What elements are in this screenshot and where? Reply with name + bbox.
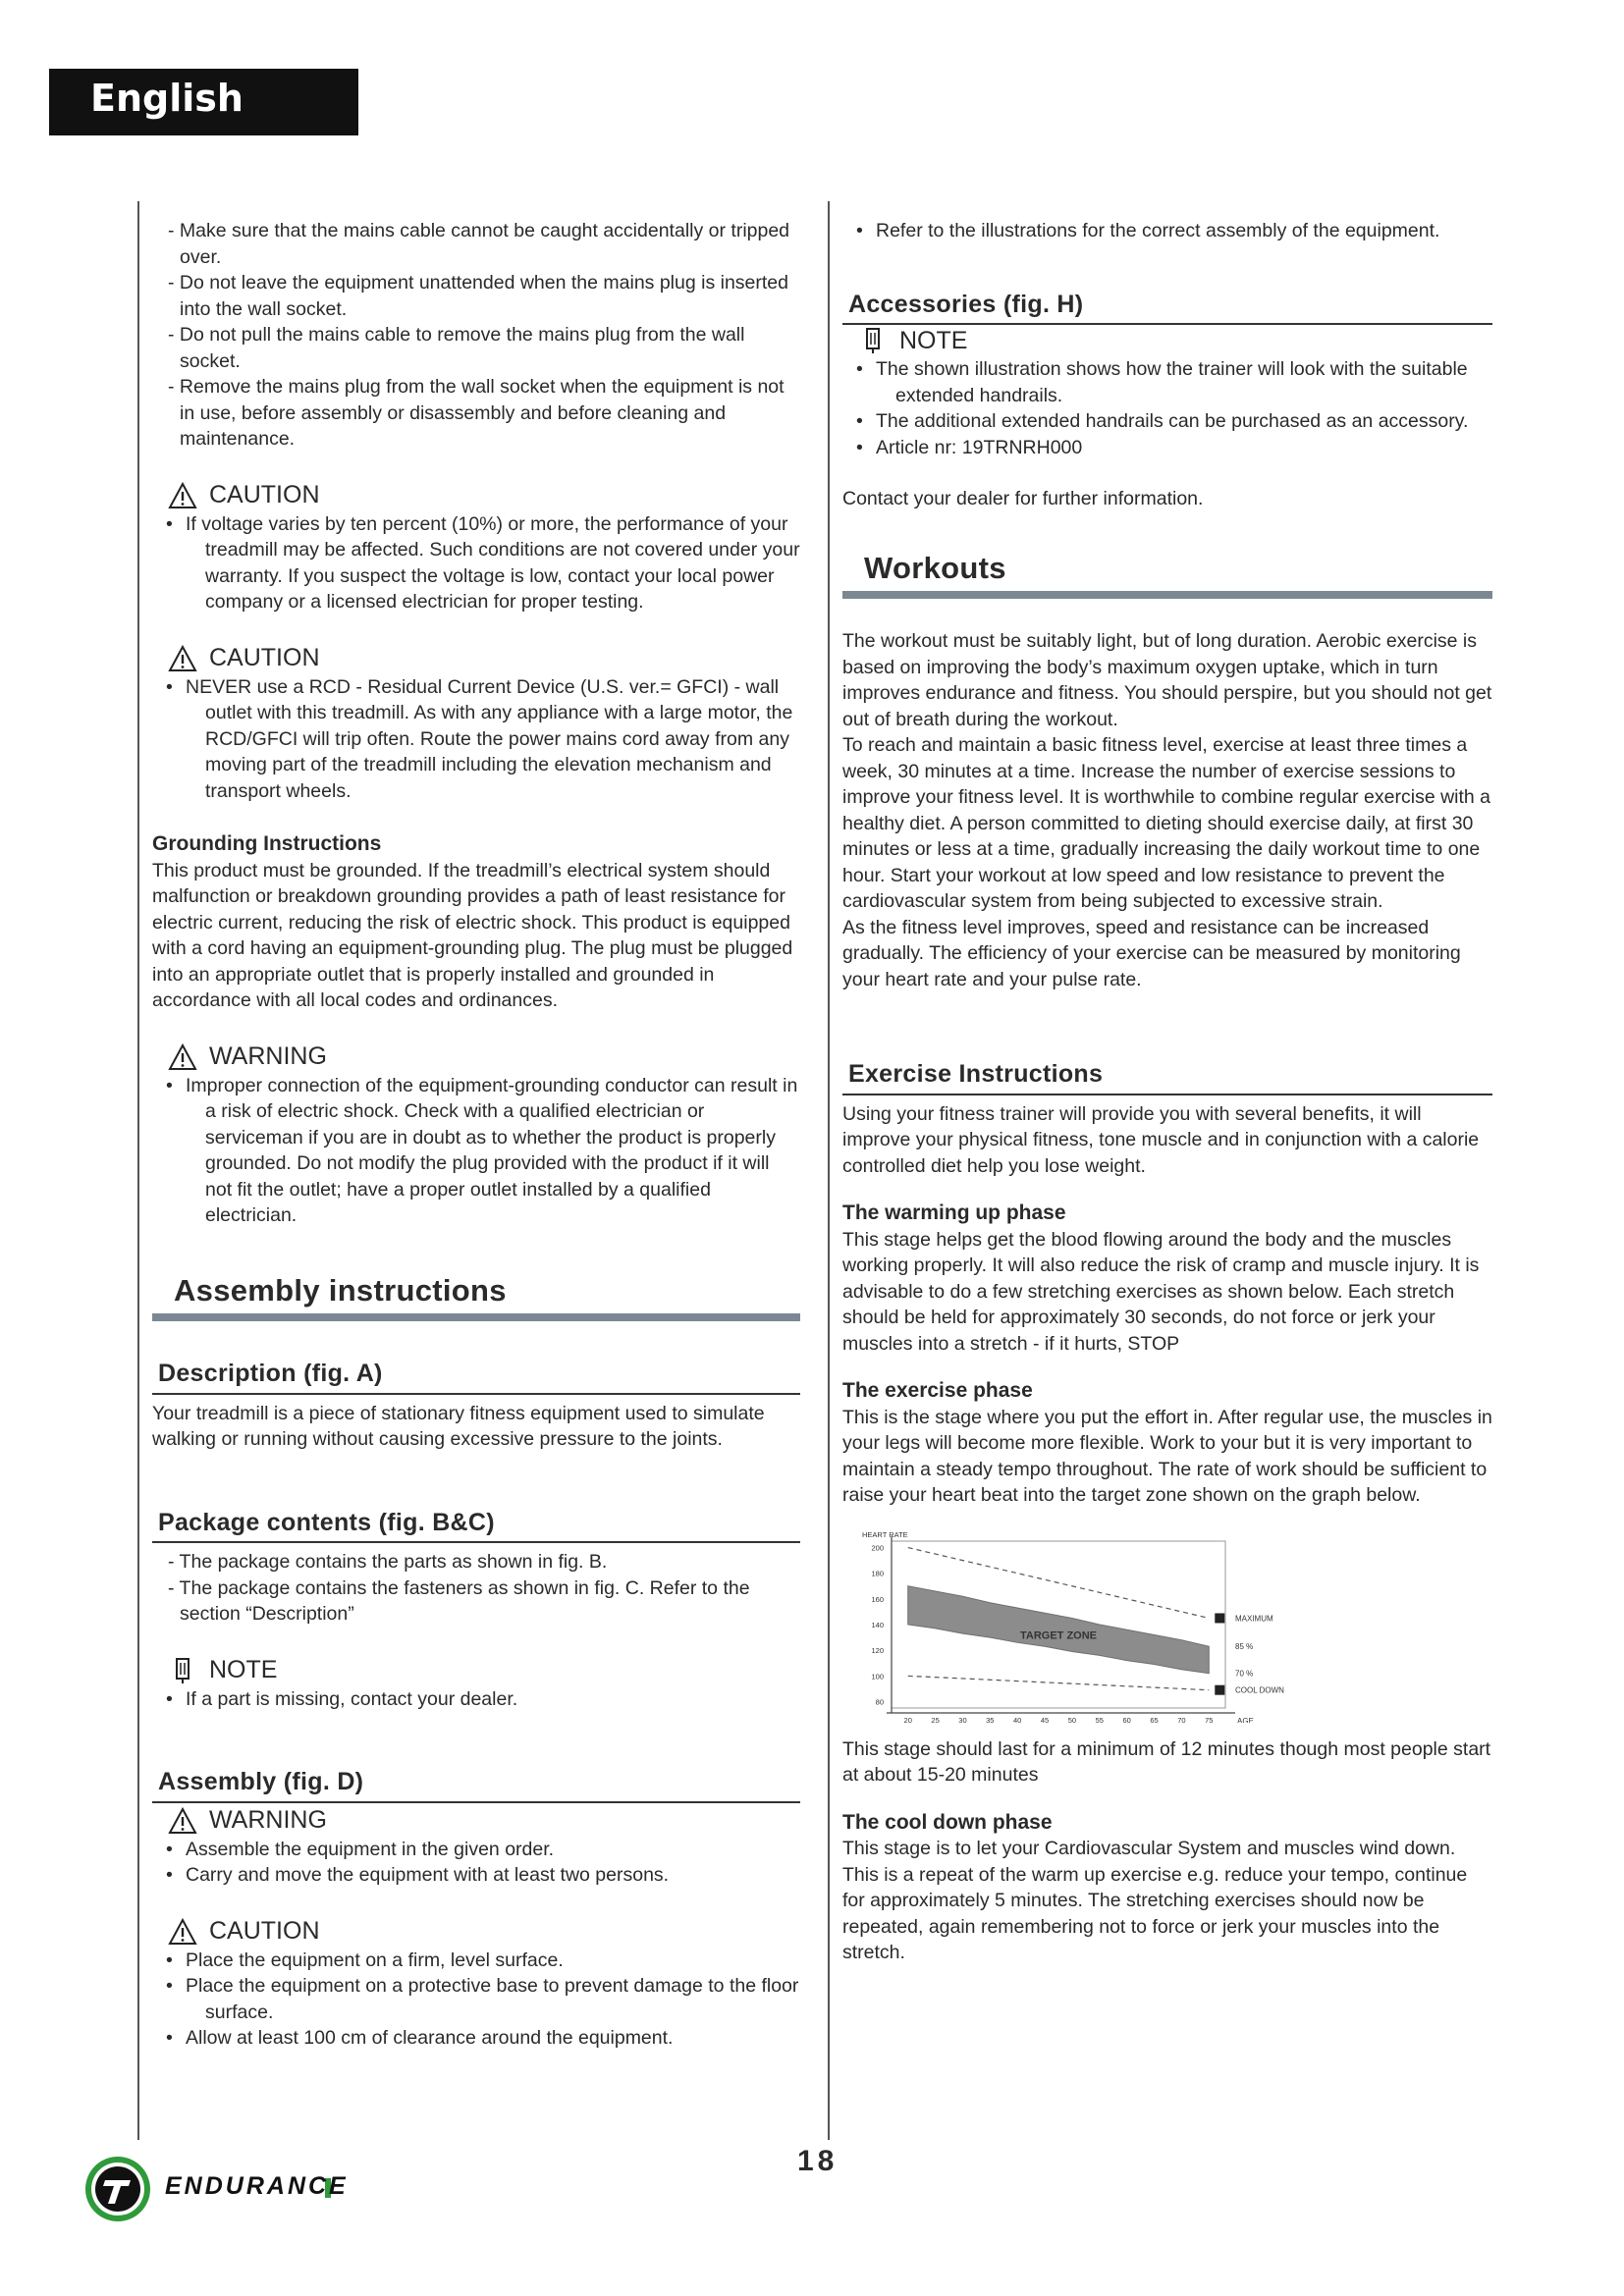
- warning-triangle-icon: [168, 645, 197, 672]
- caution-label: CAUTION: [209, 1917, 320, 1946]
- x-tick-label: 75: [1205, 1715, 1214, 1723]
- list-item: • Carry and move the equipment with at least two persons.: [152, 1862, 800, 1889]
- caution-text: • NEVER use a RCD - Residual Current Device (U.S. ver.= GFCI) - wall outlet with this treadmill. As with any appliance with a large motor, the RCD/GFCI will trip often. Route the power mains cord away from any moving part of the treadmill including the elevation mechanism and transport wheels.: [152, 674, 800, 805]
- description-heading: Description (fig. A): [152, 1361, 800, 1395]
- safety-list: [152, 218, 800, 453]
- x-tick-label: 25: [931, 1715, 940, 1723]
- list-item: - Do not leave the equipment unattended when the mains plug is inserted into the wall socket.: [168, 272, 788, 320]
- exercise-phase-heading: The exercise phase: [842, 1379, 1033, 1402]
- cool-down-line: [908, 1676, 1210, 1689]
- note-label: NOTE: [209, 1656, 278, 1684]
- list-item: • Allow at least 100 cm of clearance around the equipment.: [152, 2025, 800, 2052]
- y-tick-label: 160: [871, 1594, 884, 1604]
- accessories-heading: Accessories (fig. H): [842, 292, 1492, 326]
- list-item: • Refer to the illustrations for the correct assembly of the equipment.: [842, 218, 1492, 244]
- y-tick-label: 120: [871, 1645, 884, 1655]
- language-tab: English: [49, 69, 358, 135]
- page-number: 18: [797, 2145, 839, 2177]
- x-tick-label: 45: [1040, 1715, 1050, 1723]
- workouts-paragraph: As the fitness level improves, speed and resistance can be increased gradually. The efficiency of your exercise can be measured by monitoring your heart rate and your pulse rate.: [842, 916, 1461, 990]
- y-tick-label: 200: [871, 1543, 884, 1553]
- list-item: - The package contains the fasteners as shown in fig. C. Refer to the section “Description”: [168, 1576, 750, 1625]
- caution-notice: [152, 645, 800, 672]
- caution-notice: [152, 1918, 800, 1946]
- x-tick-label: 65: [1150, 1715, 1159, 1723]
- x-tick-label: 60: [1122, 1715, 1131, 1723]
- note-notice: [842, 327, 1492, 354]
- legend-cool-down: COOL DOWN: [1235, 1685, 1284, 1695]
- caution-notice: [152, 482, 800, 509]
- warning-triangle-icon: [168, 1043, 197, 1071]
- list-item: - The package contains the parts as shown in fig. B.: [168, 1551, 608, 1573]
- y-tick-label: 140: [871, 1620, 884, 1629]
- note-icon: [858, 327, 888, 354]
- cooldown-text: This stage is to let your Cardiovascular System and muscles wind down. This is a repeat of the warm up exercise e.g. reduce your tempo, continue for approximately 5 minutes. The stretching exercises should now be repeated, again remembering not to force or jerk your muscles into the stretch.: [842, 1838, 1468, 1963]
- warmup-heading: The warming up phase: [842, 1201, 1066, 1224]
- warning-triangle-icon: [168, 1918, 197, 1946]
- right-column-rule: [828, 201, 830, 2140]
- note-notice: [152, 1657, 800, 1684]
- x-axis-title: AGE: [1237, 1716, 1254, 1723]
- warning-notice: [152, 1807, 800, 1835]
- contact-text: Contact your dealer for further information.: [842, 488, 1204, 509]
- heart-rate-chart-svg: [842, 1526, 1284, 1723]
- exercise-phase-text: This is the stage where you put the effort in. After regular use, the muscles in your legs will become more flexible. Work to your but it is very important to maintain a steady tempo throughout. The rate of work should be sufficient to raise your heart beat into the target zone shown on the graph below.: [842, 1406, 1492, 1506]
- x-tick-label: 70: [1177, 1715, 1186, 1723]
- y-tick-label: 80: [875, 1696, 884, 1706]
- list-item: - Do not pull the mains cable to remove the mains plug from the wall socket.: [168, 324, 745, 372]
- left-column-rule: [137, 201, 139, 2140]
- cool-down-marker: [1215, 1684, 1224, 1694]
- y-axis-title: HEART RATE: [862, 1529, 908, 1539]
- grounding-text: This product must be grounded. If the treadmill’s electrical system should malfunction or breakdown grounding provides a path of least resistance for electric current, reducing the risk of electric shock. This product is equipped with a cord having an equipment-grounding plug. The plug must be plugged into an appropriate outlet that is properly installed and grounded in accordance with all local codes and ordinances.: [152, 859, 793, 1011]
- list-item: • The shown illustration shows how the trainer will look with the suitable extended handrails.: [842, 356, 1492, 408]
- warning-triangle-icon: [168, 1807, 197, 1835]
- x-tick-label: 50: [1067, 1715, 1077, 1723]
- warmup-text: This stage helps get the blood flowing around the body and the muscles working properly. It will also reduce the risk of cramp and muscle injury. It is advisable to do a few stretching exercises as shown below. Each stretch should be held for approximately 30 seconds, do not force or jerk your muscles into a stretch - if it hurts, STOP: [842, 1228, 1480, 1355]
- legend-85: 85 %: [1235, 1641, 1254, 1651]
- list-item: - Remove the mains plug from the wall socket when the equipment is not in use, before assembly or disassembly and before cleaning and maintenance.: [168, 376, 785, 450]
- brand-name: ENDURANCE: [165, 2172, 349, 2200]
- package-contents-heading: Package contents (fig. B&C): [152, 1510, 800, 1544]
- maximum-marker: [1215, 1613, 1224, 1623]
- x-tick-label: 30: [958, 1715, 967, 1723]
- caution-label: CAUTION: [209, 644, 320, 672]
- legend-70: 70 %: [1235, 1669, 1254, 1679]
- list-item: • Article nr: 19TRNRH000: [842, 435, 1492, 461]
- caution-label: CAUTION: [209, 481, 320, 509]
- exercise-instructions-heading: Exercise Instructions: [842, 1061, 1492, 1095]
- assembly-heading: Assembly (fig. D): [152, 1769, 800, 1803]
- assembly-instructions-title: Assembly instructions: [152, 1278, 800, 1322]
- note-icon: [168, 1657, 197, 1684]
- warning-triangle-icon: [168, 482, 197, 509]
- heart-rate-chart: [842, 1526, 1284, 1723]
- description-text: Your treadmill is a piece of stationary fitness equipment used to simulate walking or running without causing excessive pressure to the joints.: [152, 1402, 765, 1450]
- warning-notice: [152, 1043, 800, 1071]
- workouts-paragraph: To reach and maintain a basic fitness level, exercise at least three times a week, 30 minutes at a time. Increase the number of exercise sessions to improve your fitness level. It is worthwhile to combine regular exercise with a healthy diet. A person committed to dieting should exercise daily, at first 30 minutes or less at a time, gradually increasing the daily workout time to one hour. Start your workout at low speed and low resistance to prevent the cardiovascular system from being subjected to excessive strain.: [842, 734, 1491, 912]
- exercise-intro: Using your fitness trainer will provide you with several benefits, it will improve your physical fitness, tone muscle and in conjunction with a calorie controlled diet help you lose weight.: [842, 1102, 1480, 1177]
- list-item: • Place the equipment on a firm, level surface.: [152, 1948, 800, 1974]
- list-item: - Make sure that the mains cable cannot be caught accidentally or tripped over.: [168, 220, 790, 268]
- x-tick-label: 20: [903, 1715, 912, 1723]
- workouts-paragraph: The workout must be suitably light, but of long duration. Aerobic exercise is based on improving the body’s maximum oxygen uptake, which in turn improves endurance and fitness. You should perspire, but you should not get out of breath during the workout.: [842, 630, 1492, 730]
- y-tick-label: 100: [871, 1671, 884, 1681]
- cooldown-heading: The cool down phase: [842, 1810, 1053, 1834]
- legend-maximum: MAXIMUM: [1235, 1613, 1273, 1623]
- package-list: [152, 1549, 800, 1628]
- x-tick-label: 40: [1013, 1715, 1022, 1723]
- after-chart-text: This stage should last for a minimum of 12 minutes though most people start at about 15-20 minutes: [842, 1737, 1491, 1786]
- list-item: • Assemble the equipment in the given order.: [152, 1837, 800, 1863]
- x-tick-label: 55: [1095, 1715, 1104, 1723]
- list-item: • The additional extended handrails can be purchased as an accessory.: [842, 408, 1492, 435]
- note-text: • If a part is missing, contact your dealer.: [152, 1686, 800, 1713]
- caution-text: • If voltage varies by ten percent (10%) or more, the performance of your treadmill may be affected. Such conditions are not covered under your warranty. If you suspect the voltage is low, contact your local power company or a licensed electrician for proper testing.: [152, 511, 800, 615]
- warning-label: WARNING: [209, 1806, 327, 1835]
- warning-label: WARNING: [209, 1042, 327, 1071]
- workouts-title: Workouts: [842, 556, 1492, 600]
- grounding-heading: Grounding Instructions: [152, 832, 382, 855]
- right-column: [842, 218, 1492, 1966]
- left-column: [152, 218, 800, 2052]
- y-tick-label: 180: [871, 1569, 884, 1578]
- x-tick-label: 35: [986, 1715, 995, 1723]
- list-item: • Place the equipment on a protective base to prevent damage to the floor surface.: [152, 1973, 800, 2025]
- warning-text: • Improper connection of the equipment-grounding conductor can result in a risk of electric shock. Check with a qualified electrician or serviceman if you are in doubt as to whether the product is properly grounded. Do not modify the plug provided with the product if it will not fit the outlet; have a proper outlet installed by a qualified electrician.: [152, 1073, 800, 1229]
- target-zone-label: TARGET ZONE: [1019, 1629, 1098, 1641]
- note-label: NOTE: [899, 326, 968, 354]
